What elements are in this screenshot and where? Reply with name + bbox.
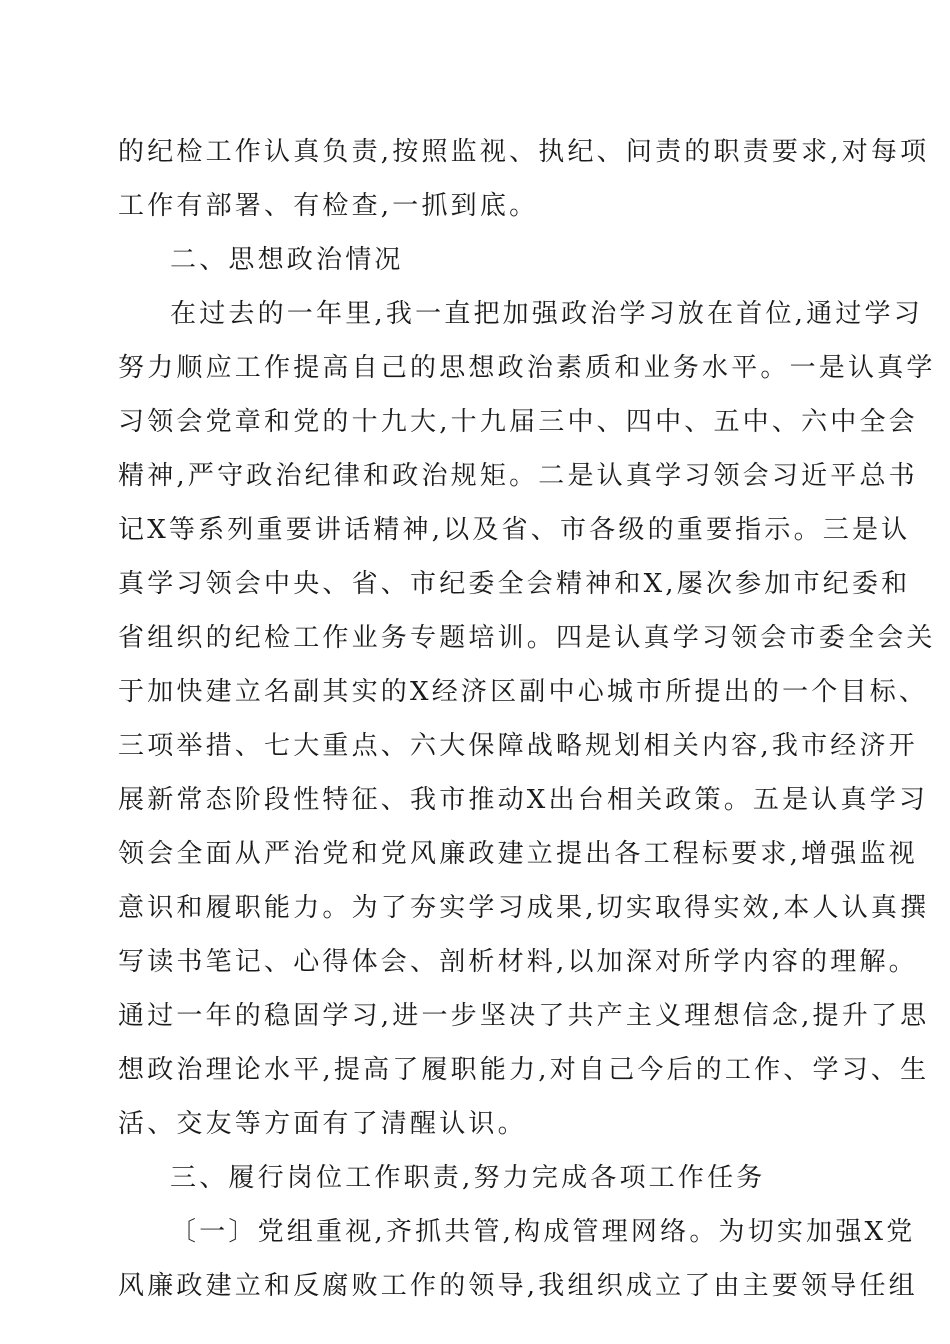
text-line: 在过去的一年里,我一直把加强政治学习放在首位,通过学习: [170, 299, 923, 329]
text-line: 领会全面从严治党和党风廉政建立提出各工程标要求,增强监视: [118, 839, 918, 869]
text-line: 三项举措、七大重点、六大保障战略规划相关内容,我市经济开: [118, 731, 918, 761]
text-line: 写读书笔记、心得体会、剖析材料,以加深对所学内容的理解。: [118, 947, 918, 977]
text-line: 活、交友等方面有了清醒认识。: [118, 1109, 527, 1139]
text-line: 记X等系列重要讲话精神,以及省、市各级的重要指示。三是认: [118, 515, 911, 545]
text-line: 精神,严守政治纪律和政治规矩。二是认真学习领会习近平总书: [118, 461, 918, 491]
text-line: 省组织的纪检工作业务专题培训。四是认真学习领会市委全会关: [118, 623, 936, 653]
text-line: 真学习领会中央、省、市纪委全会精神和X,屡次参加市纪委和: [118, 569, 911, 599]
text-line: 想政治理论水平,提高了履职能力,对自己今后的工作、学习、生: [118, 1055, 930, 1085]
text-line: 展新常态阶段性特征、我市推动X出台相关政策。五是认真学习: [118, 785, 929, 815]
text-line: 通过一年的稳固学习,进一步坚决了共产主义理想信念,提升了思: [118, 1001, 930, 1031]
section-heading: 三、履行岗位工作职责,努力完成各项工作任务: [170, 1163, 766, 1193]
text-line: 于加快建立名副其实的X经济区副中心城市所提出的一个目标、: [118, 677, 929, 707]
text-line: 努力顺应工作提高自己的思想政治素质和业务水平。一是认真学: [118, 353, 936, 383]
text-line: 意识和履职能力。为了夯实学习成果,切实取得实效,本人认真撰: [118, 893, 930, 923]
text-line: 〔一〕党组重视,齐抓共管,构成管理网络。为切实加强X党: [170, 1217, 916, 1247]
text-line: 习领会党章和党的十九大,十九届三中、四中、五中、六中全会: [118, 407, 918, 437]
text-line: 风廉政建立和反腐败工作的领导,我组织成立了由主要领导任组: [118, 1271, 918, 1301]
text-line: 工作有部署、有检查,一抓到底。: [118, 191, 539, 221]
body-text: [118, 128, 936, 1316]
section-heading: 二、思想政治情况: [170, 245, 404, 275]
text-line: 的纪检工作认真负责,按照监视、执纪、问责的职责要求,对每项: [118, 137, 930, 167]
